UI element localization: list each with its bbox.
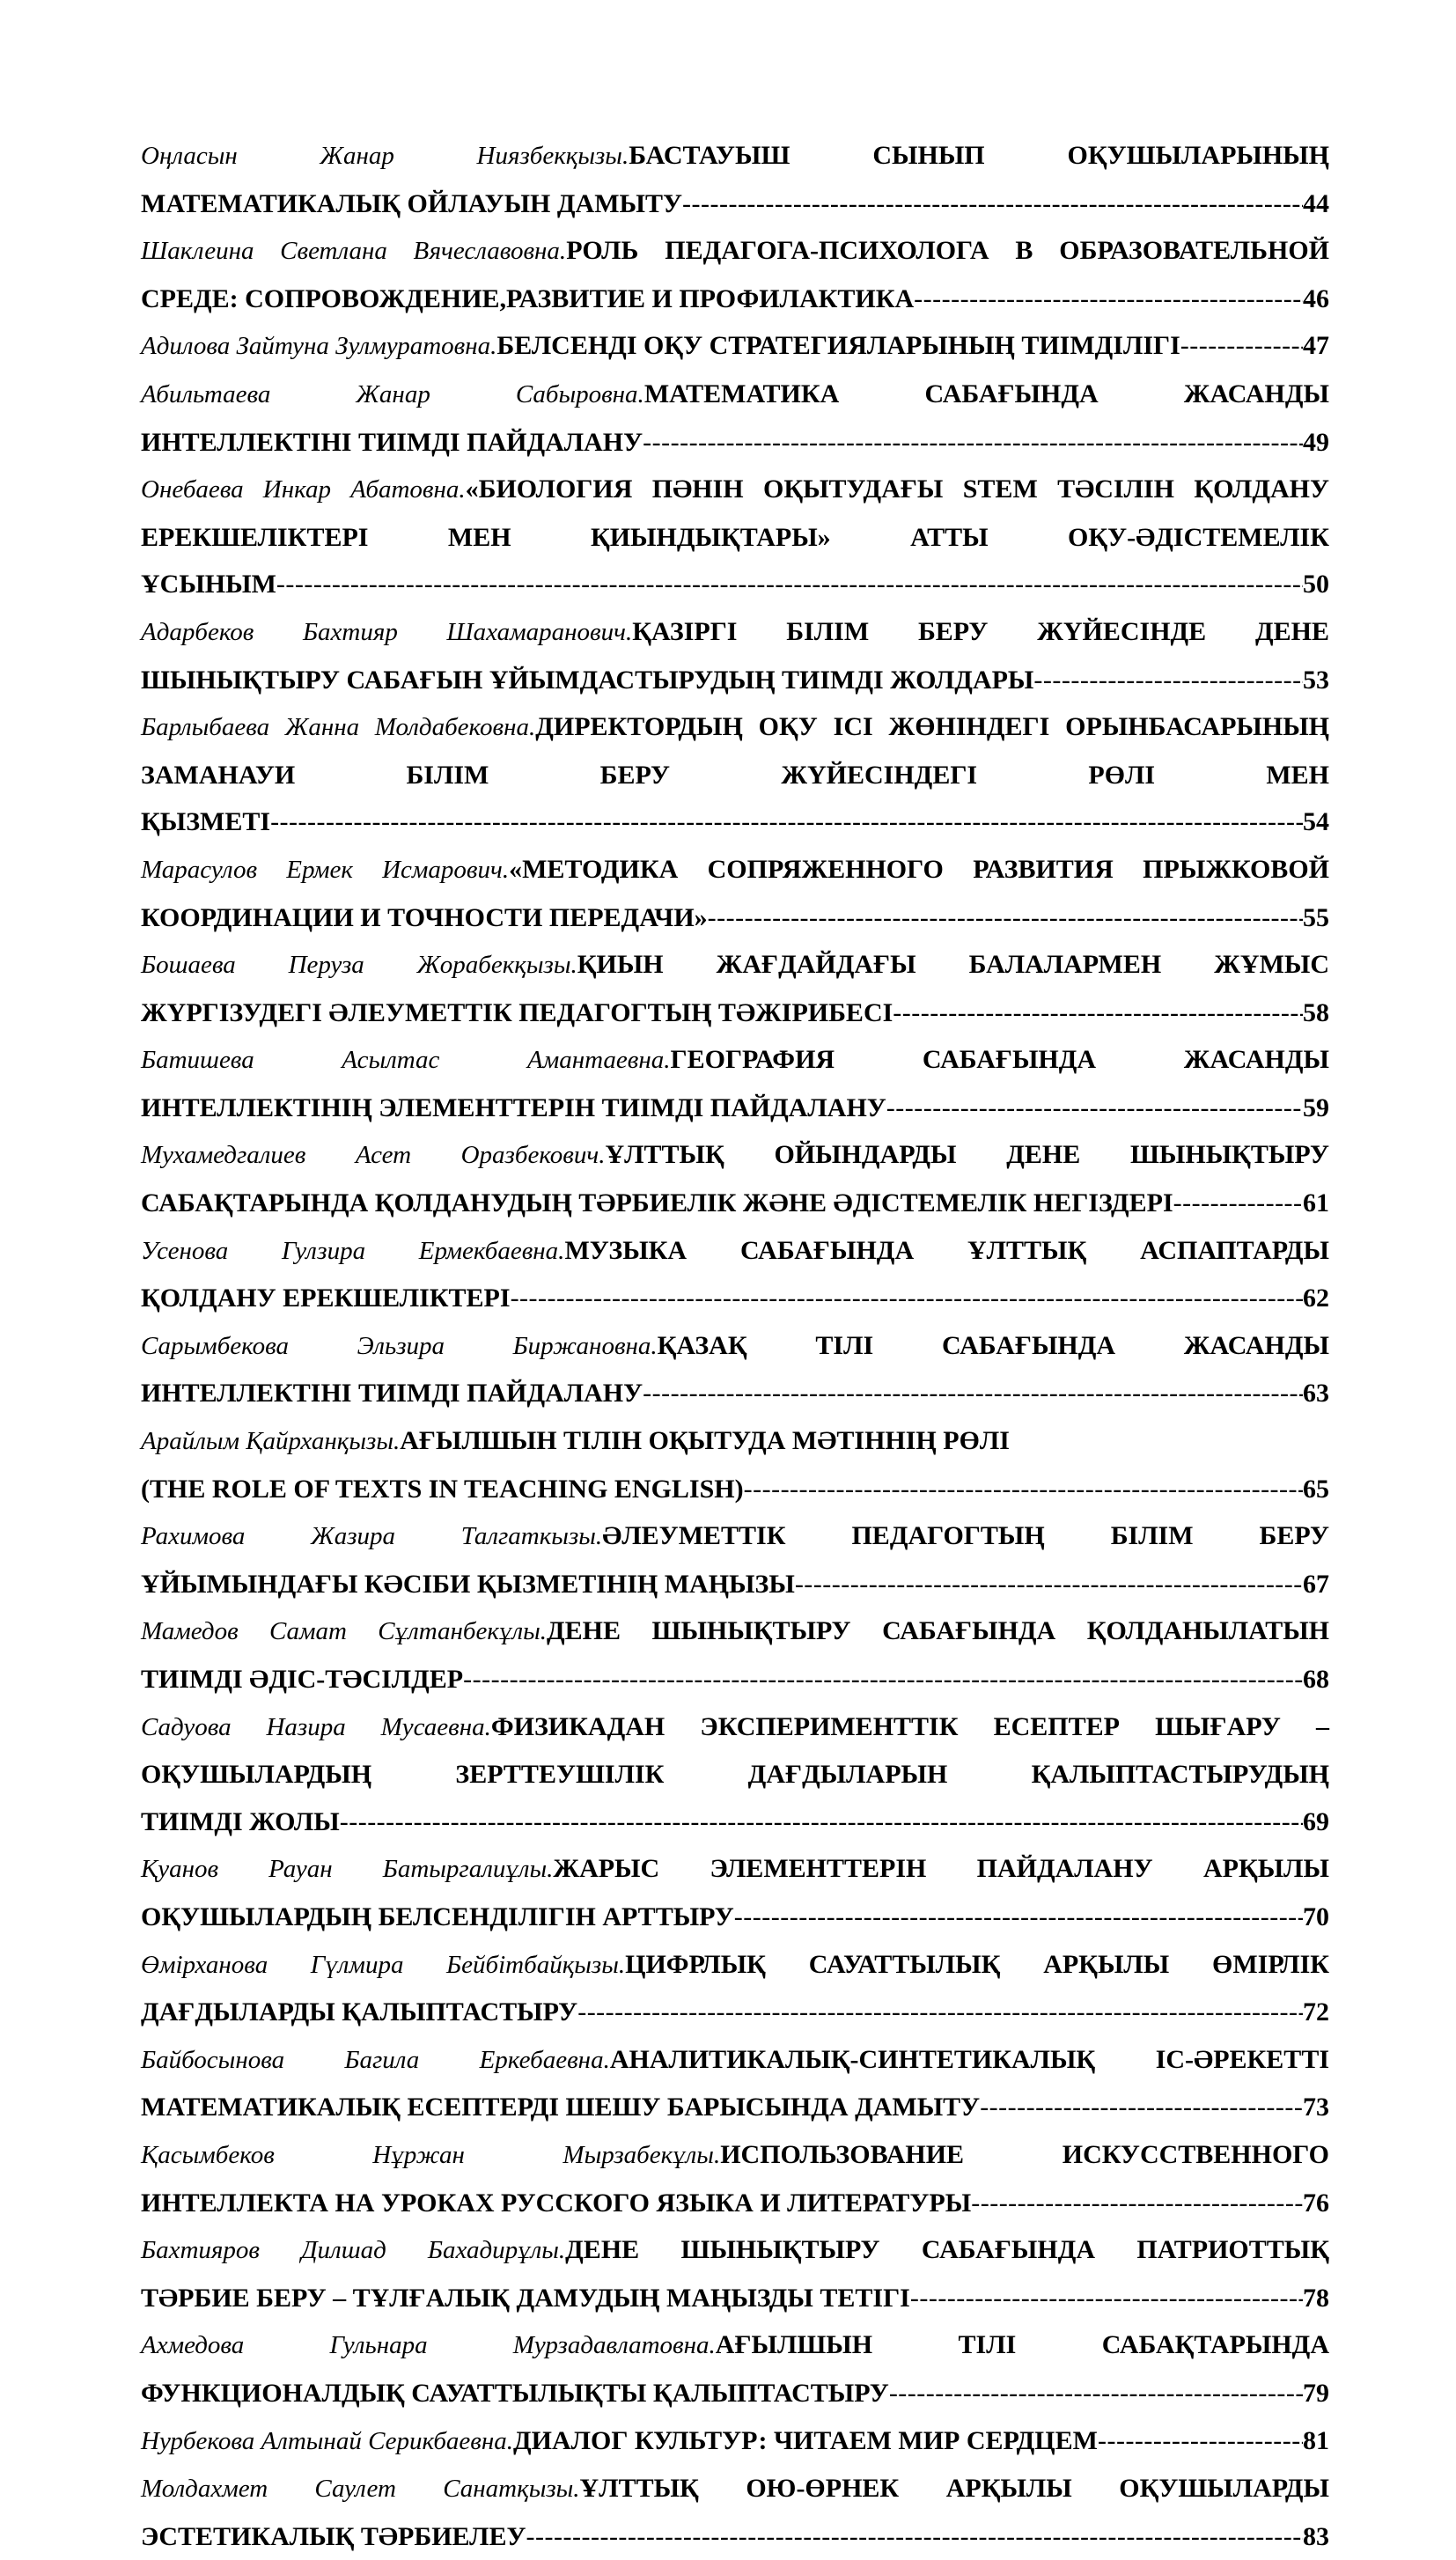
article-title: МАТЕМАТИКА САБАҒЫНДА ЖАСАНДЫ [643,379,1329,408]
page-number: 62 [1303,1284,1329,1313]
page-number: 46 [1303,283,1329,313]
toc-entry[interactable] [141,371,1329,466]
toc-entry[interactable] [141,466,1329,608]
author-name: Марасулов Ермек Исмарович. [141,855,510,884]
page-number: 72 [1303,1997,1329,2027]
author-name: Бахтияров Дилшад Бахадирұлы. [141,2236,566,2265]
toc-entry[interactable] [141,1941,1329,2036]
dot-leader [1180,322,1303,370]
article-title-end: (THE ROLE OF TEXTS IN TEACHING ENGLISH) [141,1474,744,1504]
dot-leader [511,1275,1303,1322]
toc-entry-heading [141,1131,1329,1180]
author-name: Молдахмет Саулет Санатқызы. [141,2475,580,2504]
article-title: ҰЛТТЫҚ ОЙЫНДАРДЫ ДЕНЕ ШЫНЫҚТЫРУ [605,1140,1329,1170]
page-number: 69 [1303,1806,1329,1836]
toc-entry[interactable] [141,1703,1329,1846]
toc-entry-heading [141,1512,1329,1561]
toc-entry-heading [141,2226,1329,2275]
page-number: 58 [1303,997,1329,1027]
article-title: АНАЛИТИКАЛЫҚ-СИНТЕТИКАЛЫҚ ІС-ӘРЕКЕТТІ [609,2044,1330,2074]
author-name: Шаклеина Светлана Вячеславовна. [141,237,567,266]
author-name: Мамедов Самат Сұлтанбекұлы. [141,1617,547,1646]
toc-entry[interactable] [141,1417,1329,1512]
dot-leader [744,1466,1303,1513]
author-name: Адилова Зайтуна Зулмуратовна. [141,332,497,361]
toc-entry-heading [141,2465,1329,2513]
toc-entry-heading [141,2321,1329,2370]
page-number: 63 [1303,1379,1329,1409]
article-title-end: ОҚУШЫЛАРДЫҢ БЕЛСЕНДІЛІГІН АРТТЫРУ [141,1902,734,1931]
article-title: ЖАРЫС ЭЛЕМЕНТТЕРІН ПАЙДАЛАНУ АРҚЫЛЫ [553,1854,1329,1884]
toc-entry[interactable] [141,227,1329,322]
article-title-end: ЭСТЕТИКАЛЫҚ ТӘРБИЕЛЕУ [141,2521,526,2551]
author-name: Барлыбаева Жанна Молдабековна. [141,713,536,742]
toc-entry-heading [141,941,1329,989]
toc-entry[interactable] [141,703,1329,846]
toc-entry-tail [141,1275,1329,1322]
toc-entry[interactable] [141,2321,1329,2417]
author-name: Батишева Асылтас Амантаевна. [141,1046,671,1075]
article-title-end: МАТЕМАТИКАЛЫҚ ЕСЕПТЕРДІ ШЕШУ БАРЫСЫНДА ДАМЫТУ [141,2093,981,2122]
toc-entry[interactable] [141,1131,1329,1226]
toc-entry-heading [141,1322,1329,1371]
dot-leader [643,1370,1303,1417]
page-number: 68 [1303,1665,1329,1694]
toc-entry-tail [141,419,1329,467]
page-number: 78 [1303,2283,1329,2313]
dot-leader [980,2084,1303,2131]
dot-leader [708,894,1303,942]
toc-entry[interactable] [141,2465,1329,2560]
author-name: Садуова Назира Мусаевна. [141,1712,491,1741]
toc-entry[interactable] [141,2226,1329,2321]
toc-entry-tail [141,1894,1329,1941]
dot-leader [340,1799,1303,1846]
dot-leader [682,180,1303,228]
article-title-end: ТӘРБИЕ БЕРУ – ТҰЛҒАЛЫҚ ДАМУДЫҢ МАҢЫЗДЫ ТЕТІГІ [141,2283,910,2313]
article-title-end: ҰЙЫМЫНДАҒЫ КӘСІБИ ҚЫЗМЕТІНІҢ МАҢЫЗЫ [141,1569,795,1599]
toc-entry-heading [141,1036,1329,1085]
toc-entry-heading [141,227,1329,276]
article-title-end: ДАҒДЫЛАРДЫ ҚАЛЫПТАСТЫРУ [141,1997,578,2027]
toc-entry-heading [141,1941,1329,1990]
toc-entry-tail [141,894,1329,942]
article-title: АҒЫЛШЫН ТІЛІ САБАҚТАРЫНДА [715,2330,1329,2360]
article-title: ҚАЗАҚ ТІЛІ САБАҒЫНДА ЖАСАНДЫ [657,1330,1329,1360]
article-title-end: ЖҮРГІЗУДЕГІ ӘЛЕУМЕТТІК ПЕДАГОГТЫҢ ТӘЖІРИБЕСІ [141,997,893,1027]
page-number: 50 [1303,570,1329,600]
article-title: ДИРЕКТОРДЫҢ ОҚУ ІСІ ЖӨНІНДЕГІ ОРЫНБАСАРЫНЫҢ ЗАМАНАУИ БІЛІМ БЕРУ ЖҮЙЕСІНДЕГІ РӨЛІ МЕН [141,712,1329,790]
page-number: 70 [1303,1902,1329,1931]
author-name: Қуанов Рауан Батыргалиұлы. [141,1855,554,1884]
article-title: ӘЛЕУМЕТТІК ПЕДАГОГТЫҢ БІЛІМ БЕРУ [602,1521,1329,1551]
toc-entry-heading [141,466,1329,561]
page-number: 59 [1303,1092,1329,1122]
dot-leader [886,1085,1303,1132]
toc-entry[interactable] [141,608,1329,703]
author-name: Арайлым Қайрханқызы. [141,1427,401,1456]
toc-entry-heading [141,132,1329,180]
toc-entry[interactable] [141,2417,1329,2466]
page-number: 54 [1303,807,1329,837]
toc-entry-tail [141,2275,1329,2322]
dot-leader [1098,2417,1303,2465]
author-name: Мухамедгалиев Асет Оразбекович. [141,1141,606,1170]
article-title: ДЕНЕ ШЫНЫҚТЫРУ САБАҒЫНДА ПАТРИОТТЫҚ [565,2235,1329,2265]
article-title-end: МАТЕМАТИКАЛЫҚ ОЙЛАУЫН ДАМЫТУ [141,188,682,218]
dot-leader [577,1989,1303,2036]
toc-entry[interactable] [141,2036,1329,2131]
dot-leader [1033,657,1303,704]
toc-entry[interactable] [141,1512,1329,1607]
toc-entry-tail [141,322,1329,371]
page-number: 44 [1303,188,1329,218]
dot-leader [643,419,1303,467]
dot-leader [910,2275,1303,2322]
author-name: Байбосынова Багила Еркебаевна. [141,2045,610,2074]
toc-entry[interactable] [141,1227,1329,1322]
article-title-end: ФУНКЦИОНАЛДЫҚ САУАТТЫЛЫҚТЫ ҚАЛЫПТАСТЫРУ [141,2378,889,2408]
toc-entry-tail [141,657,1329,704]
article-title-end: ҰСЫНЫМ [141,570,276,600]
toc-entry-tail [141,2084,1329,2131]
article-title-end: САБАҚТАРЫНДА ҚОЛДАНУДЫҢ ТӘРБИЕЛІК ЖӘНЕ ӘДІСТЕМЕЛІК НЕГІЗДЕРІ [141,1188,1173,1218]
article-title: РОЛЬ ПЕДАГОГА-ПСИХОЛОГА В ОБРАЗОВАТЕЛЬНОЙ [566,236,1329,266]
table-of-contents [141,132,1329,2560]
toc-entry-heading [141,1703,1329,1799]
toc-entry-tail [141,2417,1329,2466]
toc-entry-tail [141,180,1329,228]
toc-entry-heading [141,608,1329,657]
toc-entry-tail [141,1656,1329,1703]
dot-leader [276,561,1303,608]
toc-entry-tail [141,1799,1329,1846]
toc-entry[interactable] [141,1036,1329,1131]
toc-entry-tail [141,1561,1329,1608]
article-title-end: СРЕДЕ: СОПРОВОЖДЕНИЕ,РАЗВИТИЕ И ПРОФИЛАКТИКА [141,283,915,313]
author-name: Нурбекова Алтынай Серикбаевна. [141,2426,514,2455]
toc-entry[interactable] [141,1845,1329,1940]
article-title: МУЗЫКА САБАҒЫНДА ҰЛТТЫҚ АСПАПТАРДЫ [564,1235,1329,1265]
toc-entry-tail [141,1466,1329,1513]
author-name: Қасымбеков Нұржан Мырзабекұлы. [141,2140,721,2169]
page-number: 55 [1303,902,1329,932]
toc-entry-heading [141,2131,1329,2180]
article-title-end: ҚОЛДАНУ ЕРЕКШЕЛІКТЕРІ [141,1284,511,1313]
toc-entry-tail [141,1989,1329,2036]
toc-entry[interactable] [141,2131,1329,2226]
toc-entry[interactable] [141,941,1329,1036]
page-number: 83 [1303,2521,1329,2551]
author-name: Адарбеков Бахтияр Шахамаранович. [141,617,633,646]
toc-entry-heading [141,1417,1329,1466]
toc-entry-tail [141,2370,1329,2417]
dot-leader [893,989,1303,1037]
toc-entry-tail [141,561,1329,608]
dot-leader [971,2180,1303,2227]
dot-leader [914,276,1303,323]
article-title: ҚАЗІРГІ БІЛІМ БЕРУ ЖҮЙЕСІНДЕ ДЕНЕ [632,616,1329,646]
toc-entry-heading [141,371,1329,419]
author-name: Ахмедова Гульнара Мурзадавлатовна. [141,2331,716,2360]
toc-entry-heading [141,846,1329,894]
page-number: 49 [1303,427,1329,457]
page-number: 76 [1303,2188,1329,2218]
dot-leader [526,2513,1303,2560]
article-title: ФИЗИКАДАН ЭКСПЕРИМЕНТТІК ЕСЕПТЕР ШЫҒАРУ – ОҚУШЫЛАРДЫҢ ЗЕРТТЕУШІЛІК ДАҒДЫЛАРЫН ҚАЛЫПТАСТЫРУДЫҢ [141,1711,1329,1790]
page-number: 67 [1303,1569,1329,1599]
toc-entry-tail [141,276,1329,323]
toc-entry-heading [141,1227,1329,1276]
author-name: Онебаева Инкар Абатовна. [141,475,466,504]
author-name: Абильтаева Жанар Сабыровна. [141,379,644,408]
article-title-end: ҚЫЗМЕТІ [141,807,271,837]
page-number: 73 [1303,2093,1329,2122]
article-title-end: ДИАЛОГ КУЛЬТУР: ЧИТАЕМ МИР СЕРДЦЕМ [513,2425,1098,2455]
toc-entry-heading [141,1607,1329,1656]
toc-entry[interactable] [141,322,1329,371]
author-name: Оңласын Жанар Ниязбекқызы. [141,142,629,170]
article-title: ЦИФРЛЫҚ САУАТТЫЛЫҚ АРҚЫЛЫ ӨМІРЛІК [625,1949,1329,1979]
article-title-end: ШЫНЫҚТЫРУ САБАҒЫН ҰЙЫМДАСТЫРУДЫҢ ТИІМДІ ЖОЛДАРЫ [141,665,1034,695]
toc-entry-heading [141,2036,1329,2085]
article-title: ҰЛТТЫҚ ОЮ-ӨРНЕК АРҚЫЛЫ ОҚУШЫЛАРДЫ [579,2474,1329,2504]
article-title: ИСПОЛЬЗОВАНИЕ ИСКУССТВЕННОГО [720,2139,1329,2169]
toc-entry[interactable] [141,846,1329,941]
toc-entry-tail [141,1370,1329,1417]
article-title: ГЕОГРАФИЯ САБАҒЫНДА ЖАСАНДЫ [670,1045,1329,1075]
toc-entry-tail [141,1085,1329,1132]
page-number: 79 [1303,2378,1329,2408]
article-title-end: ИНТЕЛЛЕКТА НА УРОКАХ РУССКОГО ЯЗЫКА И ЛИТЕРАТУРЫ [141,2188,972,2218]
toc-entry-tail [141,989,1329,1037]
toc-entry-tail [141,2180,1329,2227]
article-title-end: ТИІМДІ ӘДІС-ТӘСІЛДЕР [141,1665,464,1694]
author-name: Өмірханова Гүлмира Бейбітбайқызы. [141,1950,626,1979]
dot-leader [889,2370,1303,2417]
page-number: 81 [1303,2425,1329,2455]
page-number: 61 [1303,1188,1329,1218]
toc-entry-heading [141,1845,1329,1894]
toc-entry-tail [141,798,1329,846]
dot-leader [270,798,1303,846]
article-title: ДЕНЕ ШЫНЫҚТЫРУ САБАҒЫНДА ҚОЛДАНЫЛАТЫН [546,1616,1329,1646]
toc-entry-heading [141,703,1329,798]
toc-entry-tail [141,2513,1329,2560]
toc-entry[interactable] [141,132,1329,227]
author-name: Усенова Гулзира Ермекбаевна. [141,1236,565,1265]
dot-leader [463,1656,1303,1703]
toc-entry[interactable] [141,1322,1329,1417]
article-title-end: ТИІМДІ ЖОЛЫ [141,1806,340,1836]
article-title: БАСТАУЫШ СЫНЫП ОҚУШЫЛАРЫНЫҢ [629,141,1329,170]
article-title: «МЕТОДИКА СОПРЯЖЕННОГО РАЗВИТИЯ ПРЫЖКОВОЙ [509,854,1329,884]
author-name: Бошаева Перуза Жорабекқызы. [141,951,577,980]
toc-entry[interactable] [141,1607,1329,1703]
article-title-end: ИНТЕЛЛЕКТІНІ ТИІМДІ ПАЙДАЛАНУ [141,1379,643,1409]
article-title-end: ИНТЕЛЛЕКТІНІ ТИІМДІ ПАЙДАЛАНУ [141,427,643,457]
page-number: 53 [1303,665,1329,695]
article-title-end: ИНТЕЛЛЕКТІНІҢ ЭЛЕМЕНТТЕРІН ТИІМДІ ПАЙДАЛАНУ [141,1092,886,1122]
author-name: Сарымбекова Эльзира Биржановна. [141,1331,658,1360]
dot-leader [1173,1180,1303,1227]
article-title: «БИОЛОГИЯ ПӘНІН ОҚЫТУДАҒЫ STEM ТӘСІЛІН ҚОЛДАНУ ЕРЕКШЕЛІКТЕРІ МЕН ҚИЫНДЫҚТАРЫ» АТТЫ ОҚУ-ӘДІСТЕМЕЛІК [141,474,1329,552]
article-title: АҒЫЛШЫН ТІЛІН ОҚЫТУДА МӘТІННІҢ РӨЛІ [400,1426,1010,1456]
article-title-end: БЕЛСЕНДІ ОҚУ СТРАТЕГИЯЛАРЫНЫҢ ТИІМДІЛІГІ [496,331,1180,361]
page-number: 65 [1303,1474,1329,1504]
dot-leader [734,1894,1303,1941]
page-number: 47 [1303,331,1329,361]
article-title: ҚИЫН ЖАҒДАЙДАҒЫ БАЛАЛАРМЕН ЖҰМЫС [577,950,1330,980]
dot-leader [795,1561,1303,1608]
toc-entry-tail [141,1180,1329,1227]
article-title-end: КООРДИНАЦИИ И ТОЧНОСТИ ПЕРЕДАЧИ» [141,902,708,932]
author-name: Рахимова Жазира Талгаткызы. [141,1522,603,1551]
